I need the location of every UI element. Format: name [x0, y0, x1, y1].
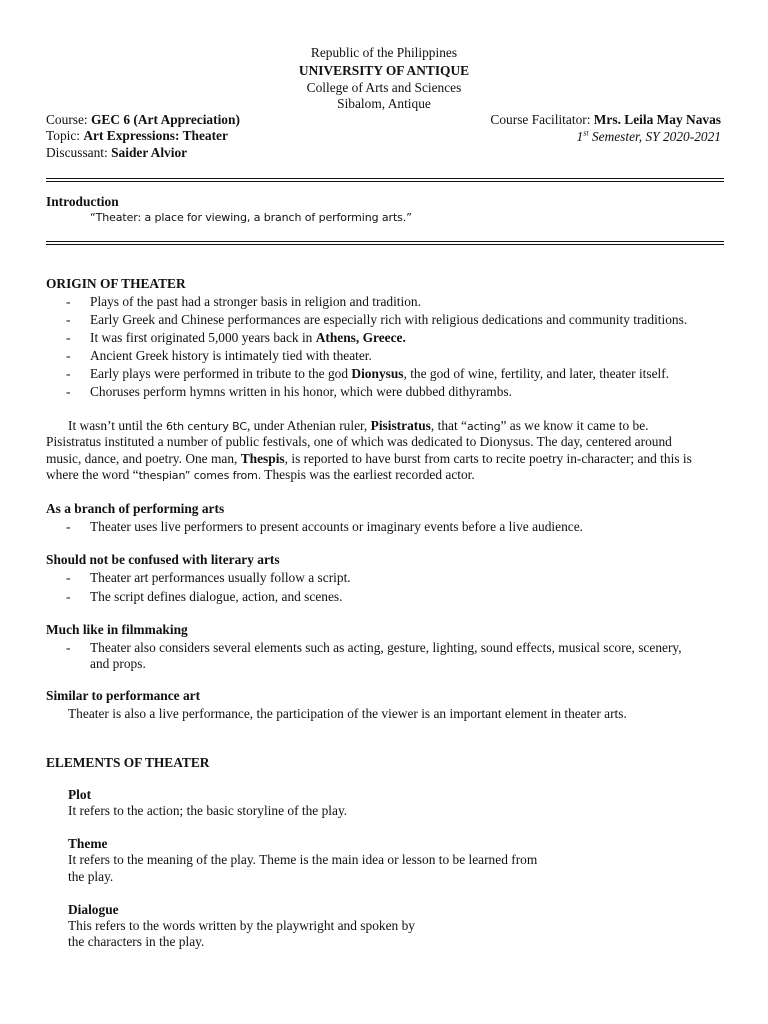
branch-heading: As a branch of performing arts: [46, 501, 225, 516]
bullet-dash: -: [66, 384, 71, 399]
divider-intro: [46, 241, 724, 245]
film-bullet-line-2: and props.: [90, 656, 146, 671]
course-line: [46, 112, 240, 128]
origin-para-line-3: [46, 451, 692, 467]
discussant-line: [46, 145, 187, 161]
para-text: It wasn’t until the: [68, 418, 166, 433]
origin-bullet-4: Ancient Greek history is intimately tied with theater.: [90, 348, 372, 363]
para-text: , that “: [430, 418, 467, 433]
semester-num: 1: [576, 129, 584, 144]
semester-line: [577, 129, 721, 145]
film-heading: Much like in filmmaking: [46, 622, 188, 637]
bullet-dash: -: [66, 366, 71, 381]
bullet-dash: -: [66, 294, 71, 309]
discussant-label: Discussant:: [46, 145, 112, 160]
theme-title: Theme: [68, 836, 108, 851]
dialogue-title: Dialogue: [68, 902, 119, 917]
performance-heading: Similar to performance art: [46, 688, 201, 703]
elements-heading: ELEMENTS OF THEATER: [46, 755, 210, 770]
facilitator-line: [490, 112, 721, 128]
theme-text-line-2: the play.: [68, 869, 114, 884]
topic-value: Art Expressions: Theater: [83, 128, 228, 143]
para-text: ” as we know it came to be.: [500, 418, 649, 433]
header-college: College of Arts and Sciences: [306, 80, 462, 95]
topic-line: [46, 128, 228, 144]
bullet-dash: -: [66, 312, 71, 327]
para-text: , is reported to have burst from carts to recite poetry in-character; and this is: [284, 451, 692, 466]
origin-bullet-5-rest: , the god of wine, fertility, and later, theater itself.: [403, 366, 670, 381]
dialogue-text-line-2: the characters in the play.: [68, 934, 205, 949]
topic-label: Topic:: [46, 128, 84, 143]
origin-bullet-2: Early Greek and Chinese performances are especially rich with religious dedications and community traditions.: [90, 312, 688, 327]
divider-top: [46, 178, 724, 182]
para-text: where the word “: [46, 467, 139, 482]
para-acting: acting: [466, 420, 501, 433]
intro-heading: Introduction: [46, 194, 119, 209]
semester-rest: Semester, SY 2020-2021: [588, 129, 721, 144]
semester-sup: st: [583, 128, 589, 138]
course-label: Course:: [46, 112, 92, 127]
header-university: UNIVERSITY OF ANTIQUE: [298, 63, 470, 78]
bullet-dash: -: [66, 589, 71, 604]
bullet-dash: -: [66, 640, 71, 655]
header-republic: Republic of the Philippines: [310, 45, 458, 60]
origin-bullet-5-bold: Dionysus: [351, 366, 404, 381]
origin-bullet-6: Choruses perform hymns written in his honor, which were dubbed dithyrambs.: [90, 384, 512, 399]
para-text: music, dance, and poetry. One man,: [46, 451, 241, 466]
bullet-dash: -: [66, 519, 71, 534]
performance-text: Theater is also a live performance, the participation of the viewer is an important element in theater arts.: [68, 706, 627, 721]
header-location: Sibalom, Antique: [337, 96, 431, 111]
origin-bullet-5: [90, 366, 669, 382]
theme-text-line-1: It refers to the meaning of the play. Theme is the main idea or lesson to be learned from: [68, 852, 538, 867]
dialogue-text-line-1: This refers to the words written by the playwright and spoken by: [68, 918, 415, 933]
origin-bullet-5-text: Early plays were performed in tribute to the god: [90, 366, 352, 381]
origin-bullet-3-bold: Athens, Greece.: [315, 330, 406, 345]
para-century: 6th century BC: [165, 420, 247, 433]
discussant-value: Saider Alvior: [111, 145, 188, 160]
bullet-dash: -: [66, 570, 71, 585]
bullet-dash: -: [66, 348, 71, 363]
origin-bullet-3-text: It was first originated 5,000 years back in: [90, 330, 316, 345]
intro-quote: “Theater: a place for viewing, a branch of performing arts.”: [90, 211, 412, 224]
para-text: Thespis was the earliest recorded actor.: [261, 467, 475, 482]
facilitator-value: Mrs. Leila May Navas: [593, 112, 721, 127]
origin-para-line-2: Pisistratus instituted a number of public festivals, one of which was dedicated to Dionysus. The day, centered around: [46, 434, 672, 449]
bullet-dash: -: [66, 330, 71, 345]
film-bullet-line-1: Theater also considers several elements such as acting, gesture, lighting, sound effects, musical score, scenery,: [90, 640, 682, 655]
plot-text: It refers to the action; the basic storyline of the play.: [68, 803, 348, 818]
origin-para-line-1: [68, 418, 649, 435]
plot-title: Plot: [68, 787, 92, 802]
course-value: GEC 6 (Art Appreciation): [91, 112, 240, 127]
para-text: , under Athenian ruler,: [246, 418, 371, 433]
origin-bullet-1: Plays of the past had a stronger basis in religion and tradition.: [90, 294, 421, 309]
literary-heading: Should not be confused with literary arts: [46, 552, 280, 567]
literary-bullet-1: Theater art performances usually follow a script.: [90, 570, 351, 585]
origin-para-line-4: [46, 467, 475, 484]
para-thespis: Thespis: [240, 451, 285, 466]
para-pisistratus: Pisistratus: [370, 418, 431, 433]
branch-bullet: Theater uses live performers to present accounts or imaginary events before a live audience.: [90, 519, 584, 534]
facilitator-label: Course Facilitator:: [490, 112, 594, 127]
literary-bullet-2: The script defines dialogue, action, and scenes.: [90, 589, 343, 604]
para-thespian: thespian” comes from.: [138, 469, 262, 482]
origin-heading: ORIGIN OF THEATER: [46, 276, 186, 291]
origin-bullet-3: [90, 330, 406, 346]
